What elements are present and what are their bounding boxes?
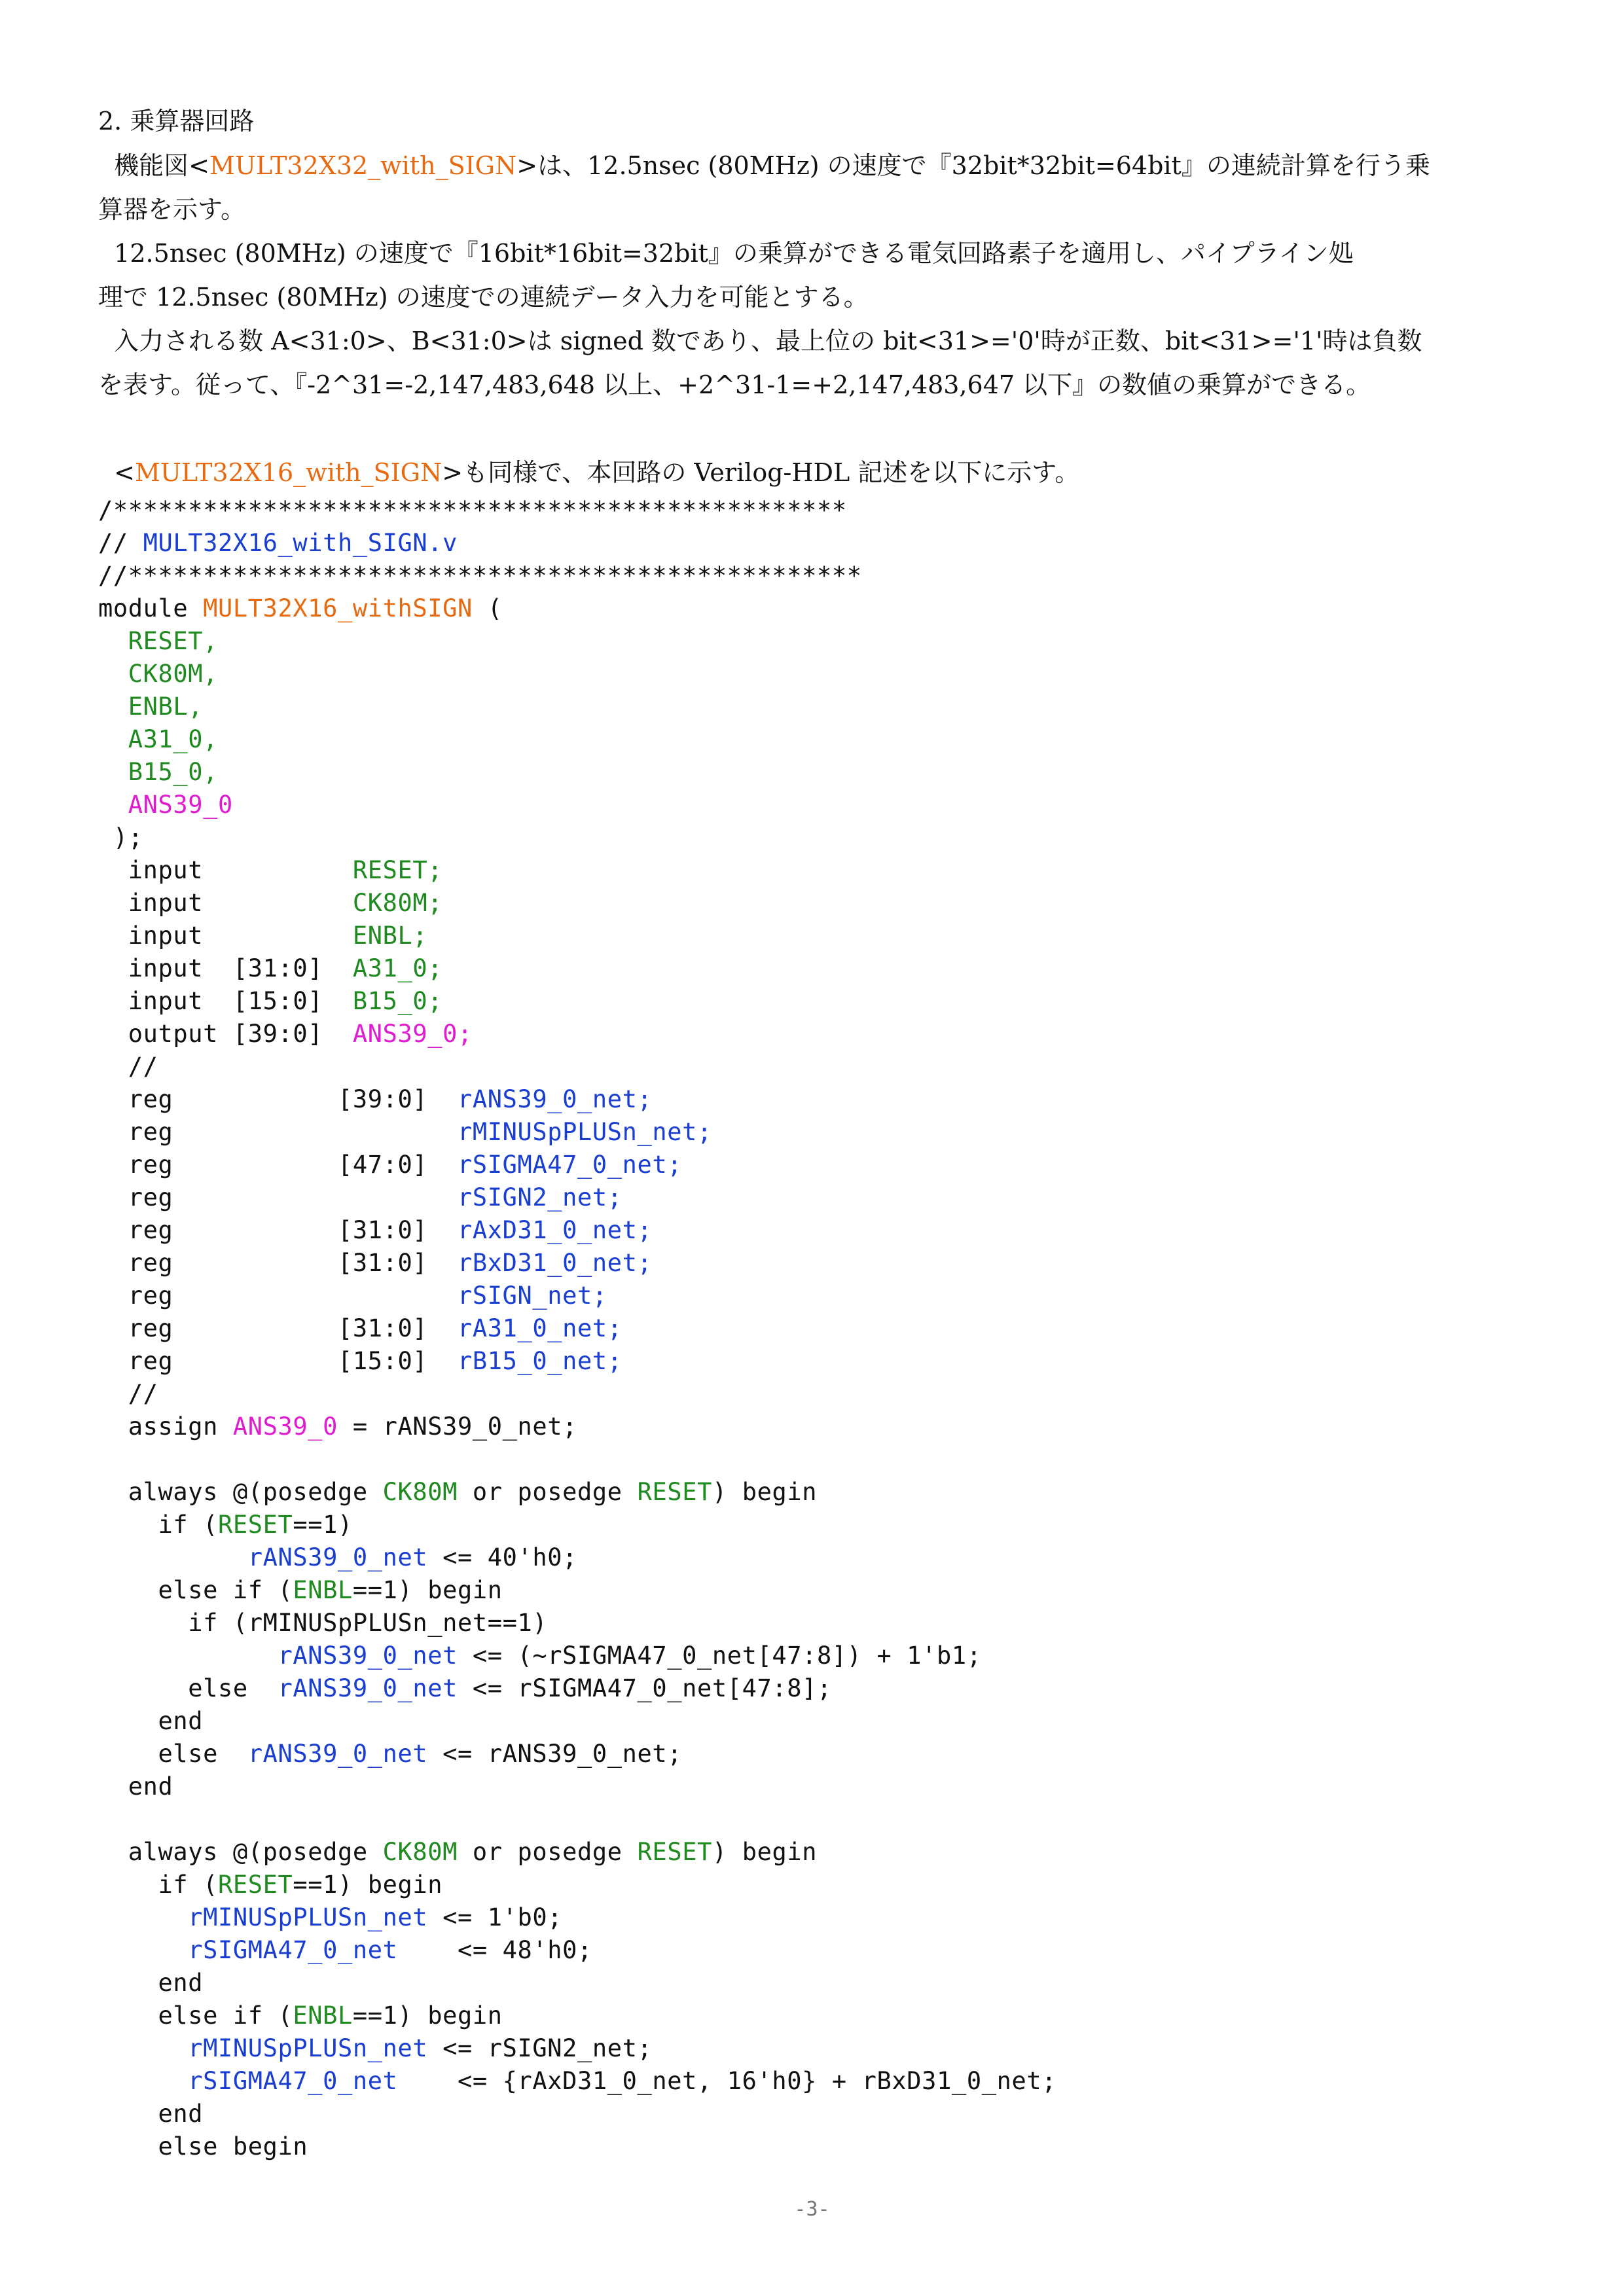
code-line — [98, 1345, 1526, 1378]
code-line — [98, 723, 1526, 756]
code-text: ) begin — [712, 1838, 818, 1866]
paragraph-text: 入力される数 A<31:0>、B<31:0>は signed 数であり、最上位の bit<31>='0'時が正数、bit<31>='1'時は負数 — [98, 327, 1422, 355]
code-keyword: end — [98, 1707, 204, 1735]
code-port: CK80M — [382, 1838, 458, 1866]
code-line — [98, 1018, 1526, 1050]
code-text: <= 40'h0; — [427, 1543, 578, 1571]
code-port: B15_0, — [98, 758, 219, 786]
code-keyword: else if ( — [98, 2001, 293, 2030]
code-line — [98, 1738, 1526, 1770]
code-text: <= 1'b0; — [427, 1903, 563, 1931]
code-text: <= 48'h0; — [397, 1936, 592, 1964]
code-text: if (rMINUSpPLUSn_net==1) — [98, 1609, 548, 1637]
paragraph-text: 理で 12.5nsec (80MHz) の速度での連続データ入力を可能とする。 — [98, 283, 869, 312]
code-line — [98, 1050, 1526, 1083]
code-module-name: MULT32X16_withSIGN — [203, 594, 473, 622]
paragraph-text: 算器を示す。 — [98, 195, 245, 224]
code-line — [98, 2000, 1526, 2032]
code-line — [98, 1476, 1526, 1509]
code-indent — [98, 1936, 188, 1964]
code-register: rANS39_0_net; — [458, 1085, 653, 1113]
code-line — [98, 494, 1526, 527]
paragraph-line — [98, 193, 1526, 226]
code-line — [98, 920, 1526, 952]
code-register: rSIGMA47_0_net — [188, 1936, 398, 1964]
paragraph-line — [98, 325, 1526, 357]
code-keyword: end — [98, 2100, 204, 2128]
code-register: rSIGN_net; — [458, 1282, 607, 1310]
code-line — [98, 1574, 1526, 1607]
code-keyword: input [31:0] — [98, 954, 353, 982]
code-keyword: else — [98, 1740, 248, 1768]
code-text: <= {rAxD31_0_net, 16'h0} + rBxD31_0_net; — [397, 2067, 1057, 2095]
code-keyword: input — [98, 856, 353, 884]
code-port: RESET — [637, 1838, 712, 1866]
code-line — [98, 1967, 1526, 2000]
code-register: rSIGMA47_0_net; — [458, 1151, 683, 1179]
code-line — [98, 1378, 1526, 1410]
paragraph-text: 機能図< — [98, 151, 209, 180]
code-line — [98, 821, 1526, 854]
code-keyword: if ( — [98, 1511, 219, 1539]
code-keyword: reg — [98, 1282, 458, 1310]
code-register: rMINUSpPLUSn_net; — [458, 1118, 712, 1146]
code-port: A31_0, — [98, 725, 219, 753]
code-register: rSIGN2_net; — [458, 1183, 623, 1211]
code-port: RESET, — [98, 627, 219, 655]
code-text: <= rANS39_0_net; — [427, 1740, 683, 1768]
code-port: RESET — [218, 1511, 293, 1539]
code-keyword: input — [98, 922, 353, 950]
code-port: A31_0; — [352, 954, 443, 982]
code-text: = rANS39_0_net; — [338, 1412, 578, 1441]
code-line — [98, 1116, 1526, 1149]
code-register: rB15_0_net; — [458, 1347, 623, 1375]
code-line — [98, 1083, 1526, 1116]
code-register: rANS39_0_net — [247, 1543, 428, 1571]
code-text: ( — [472, 594, 503, 622]
code-port: RESET — [637, 1478, 712, 1506]
paragraph-text: 12.5nsec (80MHz) の速度で『16bit*16bit=32bit』の乗算ができる電気回路素子を適用し、パイプライン処 — [98, 239, 1354, 268]
code-text: ==1) begin — [293, 1871, 443, 1899]
code-line — [98, 2065, 1526, 2098]
code-register: rAxD31_0_net; — [458, 1216, 653, 1244]
code-keyword: reg [39:0] — [98, 1085, 458, 1113]
code-indent — [98, 1903, 188, 1931]
code-port-output: ANS39_0; — [352, 1020, 473, 1048]
paragraph-text: < — [98, 458, 135, 487]
code-line — [98, 1836, 1526, 1869]
code-indent — [98, 1641, 278, 1670]
paragraph-line — [98, 237, 1526, 270]
code-line — [98, 1541, 1526, 1574]
code-keyword: reg — [98, 1118, 458, 1146]
code-line — [98, 2130, 1526, 2163]
paragraph-line — [98, 456, 1526, 489]
code-line — [98, 691, 1526, 723]
code-line — [98, 1149, 1526, 1181]
module-name-ref: MULT32X16_with_SIGN — [135, 458, 442, 487]
module-name-ref: MULT32X32_with_SIGN — [209, 151, 517, 180]
page-number: -3- — [794, 2198, 830, 2221]
code-line — [98, 1247, 1526, 1280]
code-line — [98, 560, 1526, 592]
code-text: <= rSIGN2_net; — [427, 2034, 653, 2062]
paragraph-line — [98, 281, 1526, 314]
code-indent — [98, 1543, 248, 1571]
code-port: ENBL — [293, 1576, 353, 1604]
code-keyword: reg — [98, 1183, 458, 1211]
code-line — [98, 1312, 1526, 1345]
code-keyword: else — [98, 1674, 278, 1702]
code-register: rANS39_0_net — [247, 1740, 428, 1768]
code-port: CK80M; — [352, 889, 443, 917]
code-port: B15_0; — [352, 987, 443, 1015]
code-line — [98, 952, 1526, 985]
code-line — [98, 1214, 1526, 1247]
code-text: ==1) begin — [352, 1576, 503, 1604]
code-register: rMINUSpPLUSn_net — [188, 1903, 428, 1931]
code-keyword: reg [15:0] — [98, 1347, 458, 1375]
code-text: ==1) — [293, 1511, 353, 1539]
code-text: ) begin — [712, 1478, 818, 1506]
code-keyword: end — [98, 1772, 173, 1801]
code-register: rSIGMA47_0_net — [188, 2067, 398, 2095]
code-port-output: ANS39_0 — [98, 791, 233, 819]
code-port: RESET — [218, 1871, 293, 1899]
code-port: CK80M, — [98, 660, 219, 688]
code-line — [98, 756, 1526, 789]
code-line — [98, 1640, 1526, 1672]
code-line — [98, 1410, 1526, 1443]
code-port: ENBL — [293, 2001, 353, 2030]
code-keyword: always @(posedge — [98, 1478, 383, 1506]
code-register: rANS39_0_net — [278, 1641, 458, 1670]
code-keyword: assign — [98, 1412, 233, 1441]
code-keyword: reg [31:0] — [98, 1314, 458, 1342]
code-text: ); — [98, 823, 143, 852]
section-heading — [98, 105, 1526, 137]
code-register: rMINUSpPLUSn_net — [188, 2034, 428, 2062]
code-line — [98, 854, 1526, 887]
code-line — [98, 1280, 1526, 1312]
paragraph-text: >は、12.5nsec (80MHz) の速度で『32bit*32bit=64bit』の連続計算を行う乗 — [516, 151, 1430, 180]
code-keyword: or posedge — [458, 1478, 638, 1506]
code-keyword: input [15:0] — [98, 987, 353, 1015]
code-line — [98, 1901, 1526, 1934]
code-filename: MULT32X16_with_SIGN.v — [143, 529, 458, 557]
paragraph-text: を表す。従って、『-2^31=-2,147,483,648 以上、+2^31-1=+2,147,483,647 以下』の数値の乗算ができる。 — [98, 370, 1371, 399]
code-port: ENBL, — [98, 692, 204, 721]
code-register: rANS39_0_net — [278, 1674, 458, 1702]
code-indent — [98, 2067, 188, 2095]
code-text: <= (~rSIGMA47_0_net[47:8]) + 1'b1; — [458, 1641, 982, 1670]
code-keyword: module — [98, 594, 204, 622]
paragraph-line — [98, 368, 1526, 401]
code-keyword: else begin — [98, 2132, 308, 2161]
code-keyword: end — [98, 1969, 204, 1997]
code-port: ENBL; — [352, 922, 428, 950]
code-line — [98, 789, 1526, 821]
code-keyword: input — [98, 889, 353, 917]
code-comment: /************************************************* — [98, 496, 847, 524]
code-line — [98, 1509, 1526, 1541]
code-port: CK80M — [382, 1478, 458, 1506]
section-heading-text: 2. 乗算器回路 — [98, 107, 255, 135]
code-line — [98, 658, 1526, 691]
code-keyword: always @(posedge — [98, 1838, 383, 1866]
code-line — [98, 1607, 1526, 1640]
code-line — [98, 1672, 1526, 1705]
code-line — [98, 1181, 1526, 1214]
paragraph-text: >も同様で、本回路の Verilog-HDL 記述を以下に示す。 — [442, 458, 1080, 487]
code-line — [98, 592, 1526, 625]
code-indent — [98, 2034, 188, 2062]
code-comment: // — [98, 1052, 158, 1081]
code-line — [98, 985, 1526, 1018]
code-line — [98, 1934, 1526, 1967]
code-text: <= rSIGMA47_0_net[47:8]; — [458, 1674, 832, 1702]
code-comment: // — [98, 529, 143, 557]
code-port: RESET; — [352, 856, 443, 884]
code-line — [98, 887, 1526, 920]
code-port-output: ANS39_0 — [232, 1412, 338, 1441]
code-text: ==1) begin — [352, 2001, 503, 2030]
code-keyword: reg [47:0] — [98, 1151, 458, 1179]
code-line — [98, 625, 1526, 658]
code-line — [98, 527, 1526, 560]
code-keyword: or posedge — [458, 1838, 638, 1866]
code-line — [98, 2098, 1526, 2130]
code-keyword: reg [31:0] — [98, 1249, 458, 1277]
code-keyword: else if ( — [98, 1576, 293, 1604]
code-comment: //************************************************* — [98, 562, 862, 590]
code-register: rBxD31_0_net; — [458, 1249, 653, 1277]
code-keyword: if ( — [98, 1871, 219, 1899]
code-line — [98, 2032, 1526, 2065]
code-register: rA31_0_net; — [458, 1314, 623, 1342]
code-line — [98, 1705, 1526, 1738]
paragraph-line — [98, 149, 1526, 182]
code-keyword: output [39:0] — [98, 1020, 353, 1048]
code-line — [98, 1770, 1526, 1803]
code-keyword: reg [31:0] — [98, 1216, 458, 1244]
code-comment: // — [98, 1380, 158, 1408]
code-line — [98, 1869, 1526, 1901]
